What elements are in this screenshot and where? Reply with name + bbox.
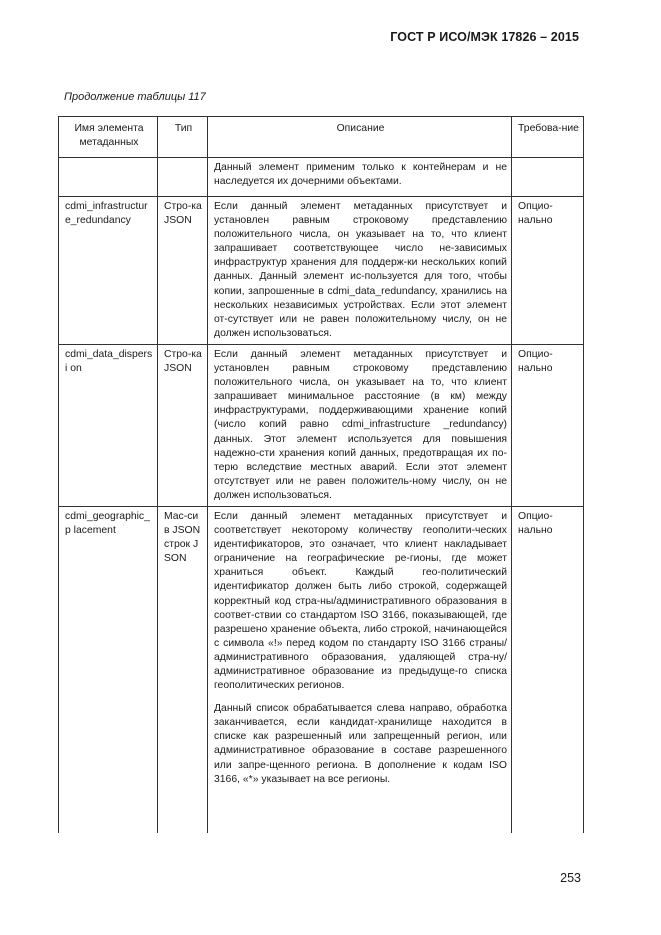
table-row: [59, 506, 584, 833]
cell-type: Стро-ка JSON: [158, 197, 208, 345]
page-number: 253: [560, 871, 581, 885]
column-header-name: Имя элемента метаданных: [59, 117, 158, 158]
cell-description: [208, 344, 512, 506]
cell-name: cdmi_data_dispersi on: [59, 344, 158, 506]
cell-requirement: Опцио-нально: [512, 197, 584, 345]
document-header: ГОСТ Р ИСО/МЭК 17826 – 2015: [390, 30, 579, 44]
cell-description: [208, 197, 512, 345]
cell-name: [59, 158, 158, 197]
table-caption: Продолжение таблицы 117: [64, 91, 206, 103]
cell-type: Мас-сив JSON строк JSON: [158, 506, 208, 833]
cell-requirement: Опцио-нально: [512, 506, 584, 833]
description-paragraph: Данный элемент применим только к контейнерам и не наследуется их дочерними объектами.: [214, 162, 507, 188]
column-header-type: Тип: [158, 117, 208, 158]
description-paragraph: Если данный элемент метаданных присутствует и установлен равным строковому представлению положительного числа, он указывает на то, что клиент запрашивает минимальное расстояние (в км) между инфраструктурами, поддерживающими хранение копий (число копий равно cdmi_infrastructure _redundancy) данных. Этот элемент используется для повышения надежно-сти хранения копий данных, предотвращая их по-терю вследствие местных аварий. Если этот элемент отсутствует или не равен положитель-ному числу, он не должен использоваться.: [214, 348, 507, 501]
cell-type: [158, 158, 208, 197]
column-header-description: Описание: [208, 117, 512, 158]
cell-requirement: Опцио-нально: [512, 344, 584, 506]
cell-requirement: [512, 158, 584, 197]
column-header-requirement: Требова-ние: [512, 117, 584, 158]
table-header-row: [59, 117, 584, 158]
cell-description: [208, 158, 512, 197]
description-paragraph: Если данный элемент метаданных присутствует и установлен равным строковому представлению положительного числа, он указывает на то, что клиент запрашивает соответствующее число не-зависимых инфраструктур хранения для поддерж-ки нескольких копий данных. Данный элемент ис-пользуется для того, чтобы копии, запрошенные в cdmi_data_redundancy, хранились на нескольких независимых устройствах. Если этот элемент от-сутствует или не равен положительному числу, он не должен использоваться.: [214, 201, 507, 339]
table-row: [59, 197, 584, 345]
table-row: [59, 344, 584, 506]
cell-description: [208, 506, 512, 833]
cell-name: cdmi_geographic_p lacement: [59, 506, 158, 833]
cell-name: cdmi_infrastructure_redundancy: [59, 197, 158, 345]
description-paragraph: Данный список обрабатывается слева направо, обработка заканчивается, если кандидат-хранилище находится в списке как разрешенный или запрещенный регион, или административное образование в составе разрешенного или запре-щенного региона. В дополнение к кодам ISO 3166, «*» указывает на все регионы.: [214, 703, 507, 785]
metadata-table: [58, 116, 584, 833]
table-row: [59, 158, 584, 197]
description-paragraph: Если данный элемент метаданных присутствует и соответствует некоторому количеству геополити-ческих идентификаторов, это означает, что клиент накладывает ограничение на географические ре-гионы, где может храниться объект. Каждый гео-политический идентификатор должен быть либо строкой, содержащей корректный код стра-ны/административного образования в соответ-ствии со стандартом ISO 3166, показывающей, где разрешено хранение объекта, либо строкой, начинающейся с символа «!» перед кодом по стандарту ISO 3166 страны/административного образования, удаляющей стра-ну/административное образование из предыдуще-го списка геополитических регионов.: [214, 510, 507, 692]
cell-type: Стро-ка JSON: [158, 344, 208, 506]
